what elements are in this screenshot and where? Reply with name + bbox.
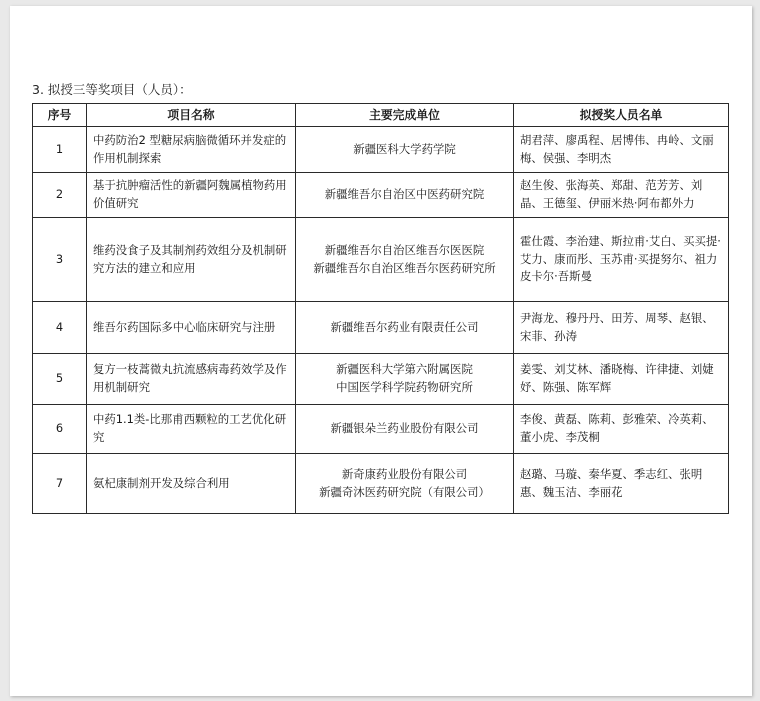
- header-project-name: 项目名称: [87, 104, 296, 127]
- header-seq: 序号: [33, 104, 87, 127]
- row-people: 霍仕霞、李治建、斯拉甫·艾白、买买提·艾力、康而彤、玉苏甫·买提努尔、祖力皮卡尔·吾斯曼: [514, 218, 729, 302]
- row-seq: 6: [33, 405, 87, 454]
- award-table: [32, 103, 729, 514]
- unit-line: 新疆银朵兰药业股份有限公司: [330, 421, 479, 436]
- unit-line: 新疆奇沐医药研究院（有限公司）: [319, 484, 490, 499]
- table-row: [33, 454, 729, 514]
- row-seq: 4: [33, 302, 87, 354]
- section-heading: 3. 拟授三等奖项目（人员）：: [32, 82, 192, 97]
- table-row: [33, 354, 729, 405]
- row-project-name: 中药1.1类-比那甫西颗粒的工艺优化研究: [87, 405, 296, 454]
- row-unit: [296, 302, 514, 354]
- unit-line: 新疆维吾尔药业有限责任公司: [330, 319, 479, 334]
- unit-line: 新疆医科大学药学院: [353, 141, 456, 156]
- row-people: 胡君萍、廖禹程、居博伟、冉岭、文丽梅、侯强、李明杰: [514, 127, 729, 173]
- row-project-name: 维吾尔药国际多中心临床研究与注册: [87, 302, 296, 354]
- row-people: 尹海龙、穆丹丹、田芳、周琴、赵银、宋菲、孙涛: [514, 302, 729, 354]
- row-people: 姜雯、刘艾林、潘晓梅、许律捷、刘婕妤、陈强、陈军辉: [514, 354, 729, 405]
- row-project-name: 氨杞康制剂开发及综合利用: [87, 454, 296, 514]
- unit-line: 新疆维吾尔自治区维吾尔医医院: [324, 242, 485, 257]
- row-project-name: 基于抗肿瘤活性的新疆阿魏属植物药用价值研究: [87, 173, 296, 218]
- unit-line: 新疆医科大学第六附属医院: [336, 362, 473, 377]
- header-unit: 主要完成单位: [296, 104, 514, 127]
- table-row: [33, 218, 729, 302]
- unit-line: 新疆维吾尔自治区维吾尔医药研究所: [313, 260, 496, 275]
- header-people: 拟授奖人员名单: [514, 104, 729, 127]
- table-row: [33, 405, 729, 454]
- unit-line: 新奇康药业股份有限公司: [341, 466, 468, 481]
- row-unit: [296, 127, 514, 173]
- row-project-name: 维药没食子及其制剂药效组分及机制研究方法的建立和应用: [87, 218, 296, 302]
- table-row: [33, 127, 729, 173]
- row-unit: [296, 405, 514, 454]
- row-project-name: 中药防治2 型糖尿病脑微循环并发症的作用机制探索: [87, 127, 296, 173]
- unit-line: 新疆维吾尔自治区中医药研究院: [324, 187, 485, 202]
- row-people: 赵璐、马璇、秦华夏、季志红、张明惠、魏玉洁、李丽花: [514, 454, 729, 514]
- row-unit: [296, 218, 514, 302]
- document-page: [10, 6, 752, 696]
- row-seq: 5: [33, 354, 87, 405]
- row-unit: [296, 454, 514, 514]
- row-people: 赵生俊、张海英、郑甜、范芳芳、刘晶、王德玺、伊丽米热·阿布都外力: [514, 173, 729, 218]
- table-row: [33, 173, 729, 218]
- row-seq: 3: [33, 218, 87, 302]
- table-header-row: [33, 104, 729, 127]
- row-people: 李俊、黄磊、陈莉、彭雅荣、冷英莉、董小虎、李茂桐: [514, 405, 729, 454]
- table-row: [33, 302, 729, 354]
- row-unit: [296, 173, 514, 218]
- row-seq: 1: [33, 127, 87, 173]
- row-seq: 2: [33, 173, 87, 218]
- row-unit: [296, 354, 514, 405]
- row-project-name: 复方一枝蒿微丸抗流感病毒药效学及作用机制研究: [87, 354, 296, 405]
- row-seq: 7: [33, 454, 87, 514]
- unit-line: 中国医学科学院药物研究所: [336, 380, 473, 394]
